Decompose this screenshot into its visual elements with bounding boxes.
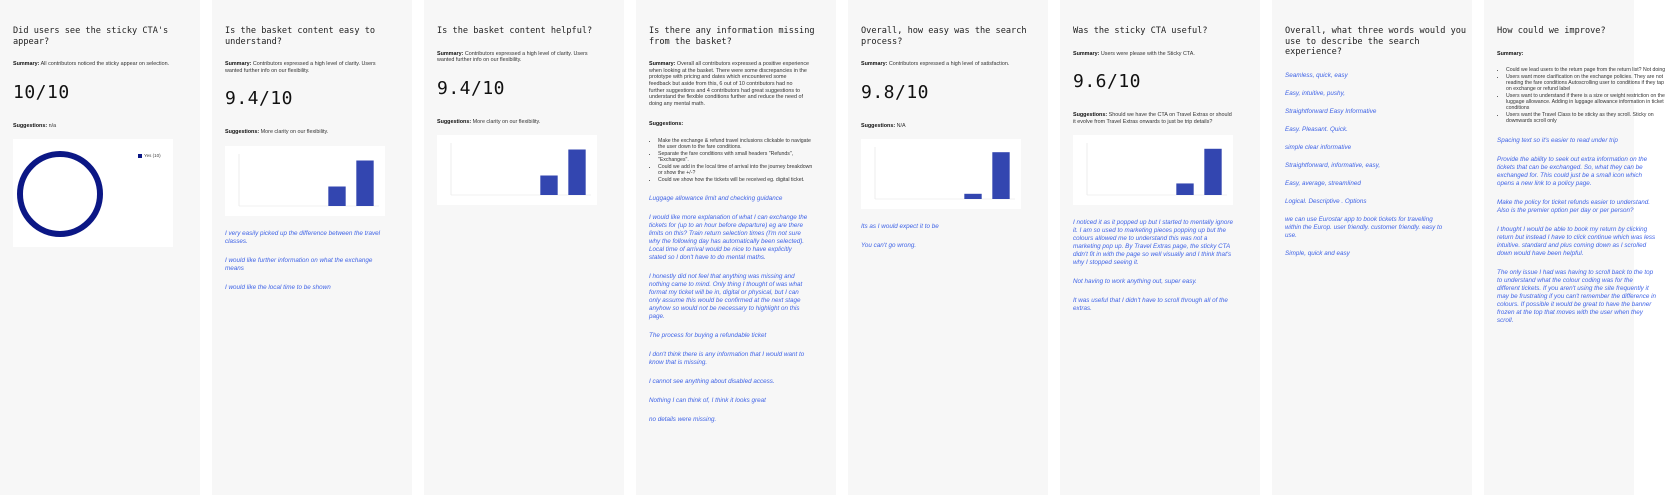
list-item: • Users want to understand if there is a size or weight restriction on the luggage allowance. Adding in luggage allowance information in ticket conditions: [1506, 93, 1666, 112]
quote: Straightforward, informative, easy,: [1285, 161, 1381, 169]
bar-chart-svg: [861, 139, 1021, 209]
summary-text: Contributors expressed a high level of clarity. Users wanted further info on our flexibility.: [225, 61, 376, 74]
quote: Spacing text so it's easier to read under trip: [1497, 136, 1618, 144]
quote: Easy. Pleasant. Quick.: [1285, 125, 1348, 133]
quote: I don't think there is any information that I would want to know that is missing.: [649, 350, 805, 366]
legend-label: Yes (10): [144, 153, 161, 159]
score: 9.4/10: [437, 77, 506, 99]
card-summary: [861, 61, 1021, 68]
quote: simple clear informative: [1285, 143, 1352, 151]
quote: It was useful that I didn't have to scroll through all of the extras.: [1073, 297, 1228, 313]
suggestions-label: Suggestions:: [861, 122, 896, 129]
card-question: Overall, what three words would you use to describe the search experience?: [1285, 26, 1467, 58]
list-item: • Could we show how the tickets will be received eg. digital ticket.: [658, 177, 818, 183]
quote: Its as I would expect it to be: [861, 223, 939, 231]
bar-chart-svg: [437, 135, 597, 205]
quote: Easy, average, streamlined: [1285, 179, 1361, 187]
card-search-easy: [848, 0, 1048, 495]
bar: [568, 150, 585, 196]
quote: Make the policy for ticket refunds easier to understand. Also is the premier option per day or per person?: [1497, 198, 1650, 214]
bar: [540, 176, 557, 196]
score: 9.6/10: [1073, 71, 1142, 93]
suggestions-label: Suggestions:: [225, 129, 260, 136]
bar: [1204, 149, 1221, 195]
suggestions-text: n/a: [48, 122, 57, 129]
quote: Logical. Descriptive . Options: [1285, 197, 1367, 205]
list-item: • Separate the fare conditions with small headers "Refunds", "Exchanges".: [658, 151, 818, 163]
bar-chart: [225, 146, 385, 216]
card-basket-helpful: [424, 0, 624, 495]
card-basket-easy: [212, 0, 412, 495]
quote: Not having to work anything out, super easy.: [1073, 278, 1197, 286]
quote: You can't go wrong.: [861, 242, 917, 250]
card-suggestions: [13, 123, 175, 130]
summary-text: Overall all contributors expressed a positive experience when looking at the basket. There were some discrepancies in the prototype with pricing and dates which encountered some feedback but aside from this, 6 out of 10 contributors had no further suggestions and 4 contributors had great suggestions to understand the flexible conditions further and reduce the need of doing any mental math.: [649, 61, 810, 107]
card-question: How could we improve?: [1497, 26, 1606, 36]
card-sticky-cta-useful: [1060, 0, 1260, 495]
suggestions-text: More clarity on our flexibility.: [472, 118, 541, 125]
legend-swatch: [138, 154, 142, 158]
list-item: • Users want more clarification on the exchange policies. They are not reading the fare conditions Autoscrolling user to conditions if they tap on exchange or refund label: [1506, 74, 1666, 93]
bar: [356, 160, 373, 206]
quote: I would like more explanation of what I can exchange the tickets for (up to an hour before departure) eg are there limits on this? Train return selection times (I'm not sure why the following day has automatically been selected). Local time of arrival would be nice to have explicitly stated so I don't have to do mental maths.: [649, 213, 808, 261]
quote: Luggage allowance limit and checking guidance: [649, 194, 783, 202]
quote: no details were missing.: [649, 415, 717, 423]
score: 10/10: [13, 81, 70, 103]
summary-label: Summary:: [649, 61, 676, 68]
summary-label: Summary:: [1073, 50, 1100, 57]
card-question: Was the sticky CTA useful?: [1073, 26, 1208, 36]
card-summary: [1497, 51, 1659, 58]
card-suggestions: [437, 119, 599, 126]
summary-label: Summary:: [13, 61, 40, 68]
suggestions-label: Suggestions:: [437, 118, 472, 125]
summary-text: All contributors noticed the sticky appear on selection.: [40, 61, 170, 68]
card-question: Is there any information missing from the basket?: [649, 26, 815, 47]
quote: I cannot see anything about disabled access.: [649, 377, 775, 385]
suggestions-text: N/A: [896, 122, 906, 129]
quote: I noticed it as it popped up but I started to mentally ignore it. I am so used to marketing pieces popping up but the colours allowed me to understand this was not a marketing pop up. By Travel Extras page, the sticky CTA didn't fit in with the page so well visually and I think that's why I stopped seeing it.: [1073, 219, 1233, 267]
card-missing-info: [636, 0, 836, 495]
card-suggestions: [649, 121, 811, 128]
quote: Simple, quick and easy: [1285, 249, 1350, 257]
bar-chart: [861, 139, 1021, 209]
quote: I honestly did not feel that anything was missing and nothing came to mind. Only thing I thought of was what format my ticket will be in, digital or physical, but I can only assume this would be confirmed at the next stage anyhow so would not be necessary to highlight on this page.: [649, 272, 803, 320]
card-how-improve: [1484, 0, 1666, 495]
suggestions-text: More clarity on our flexibility.: [260, 129, 329, 136]
score: 9.8/10: [861, 81, 930, 103]
bar-chart: [1073, 135, 1233, 205]
suggestions-label: Suggestions:: [13, 122, 48, 129]
summary-label: Summary:: [1497, 50, 1524, 57]
list-item: • Make the exchange & refund travel inclusions clickable to navigate the user down to the fare conditions.: [658, 138, 818, 150]
card-question: Overall, how easy was the search process?: [861, 26, 1027, 47]
bar-chart: [437, 135, 597, 205]
list-item: • Could we lead users to the return page from the return list? Not doing: [1506, 67, 1666, 73]
quote: I thought I would be able to book my return by clicking return but instead I have to click continue which was less intuitive. standard and plus coming down as I scrolled down would have been helpful.: [1497, 225, 1656, 257]
bar-chart-svg: [225, 146, 385, 216]
summary-text: Contributors expressed a high level of satisfaction.: [888, 61, 1010, 68]
suggestions-label: Suggestions:: [1073, 112, 1108, 119]
summary-label: Summary:: [861, 61, 888, 68]
list-item: • Could we add in the local time of arrival into the journey breakdown or show the +/-?: [658, 164, 818, 176]
score: 9.4/10: [225, 88, 294, 110]
donut-chart: [13, 139, 173, 247]
bar: [328, 186, 345, 206]
donut-slice-yes: [20, 154, 100, 234]
card-summary: [225, 61, 385, 74]
quote: I would like further information on what the exchange means: [225, 256, 373, 272]
card-sticky-cta-seen: [0, 0, 200, 495]
card-suggestions: [861, 123, 1023, 130]
quote: Seamless, quick, easy: [1285, 71, 1348, 79]
card-question: Is the basket content easy to understand?: [225, 26, 376, 47]
card-summary: [1073, 51, 1233, 58]
card-question: Did users see the sticky CTA's appear?: [13, 26, 169, 47]
quote: Nothing I can think of, I think it looks great: [649, 396, 766, 404]
card-summary: [13, 61, 173, 68]
suggestions-list: [649, 138, 818, 183]
summary-text: Contributors expressed a high level of clarity. Users wanted further info on our flexibility.: [437, 50, 588, 64]
bar: [1176, 184, 1193, 196]
quote: I would like the local time to be shown: [225, 283, 331, 291]
bar-chart-svg: [1073, 135, 1233, 205]
quote: The process for buying a refundable ticket: [649, 331, 767, 339]
quote: I very easily picked up the difference between the travel classes.: [225, 229, 381, 245]
card-suggestions: [1073, 112, 1235, 125]
quote: we can use Eurostar app to book tickets for travelling within the Europ. user friendly. customer friendly. easy to use.: [1285, 215, 1443, 239]
summary-label: Summary:: [225, 61, 252, 68]
card-summary: [649, 61, 809, 107]
suggestions-label: Suggestions:: [649, 121, 684, 128]
summary-label: Summary:: [437, 50, 464, 57]
quote: Easy, intuitive, pushy,: [1285, 89, 1345, 97]
quote: Provide the ability to seek out extra information on the tickets that can be exchanged. So, what they can be exchanged for. This could just be a small icon which opens a new link to a policy page.: [1497, 155, 1648, 187]
card-summary: [437, 51, 597, 64]
quote: Straightforward Easy Informative: [1285, 107, 1377, 115]
card-question: Is the basket content helpful?: [437, 26, 593, 36]
card-suggestions: [225, 129, 387, 136]
quote: The only issue I had was having to scroll back to the top to understand what the colour coding was for the different tickets. If you aren't using the site frequently it may be frustrating if you can't remember the difference in colours. If possible it would be great to have the banner frozen at the top that moves with the user when they scroll.: [1497, 268, 1657, 324]
chart-legend: [138, 153, 161, 158]
summary-list: [1497, 67, 1666, 124]
bar: [964, 194, 981, 199]
list-item: • Users want the Travel Class to be sticky as they scroll. Sticky on downwards scroll only: [1506, 112, 1666, 124]
card-three-words: [1272, 0, 1472, 495]
suggestions-text: Should we have the CTA on Travel Extras or should it evolve from Travel Extras onwards to just be trip details?: [1073, 112, 1232, 125]
summary-text: Users were please with the Sticky CTA.: [1100, 50, 1195, 57]
bar: [992, 153, 1009, 200]
